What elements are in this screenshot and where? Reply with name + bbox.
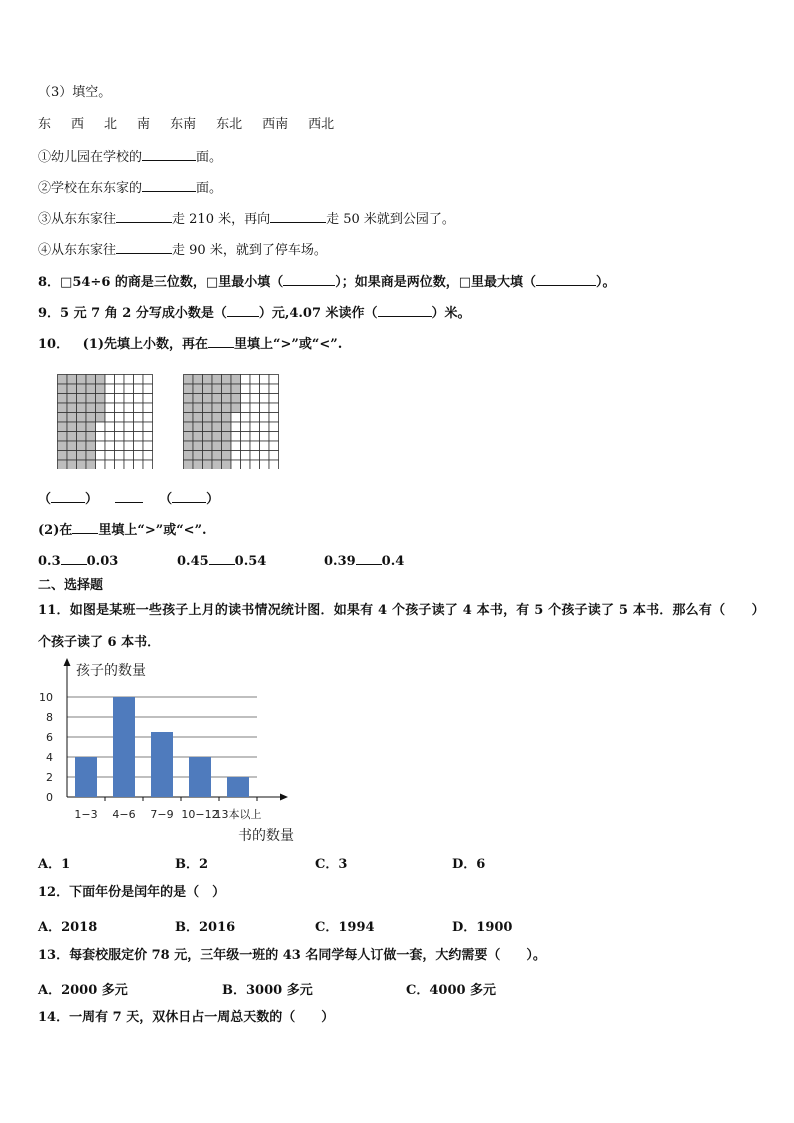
grid-cell (203, 460, 213, 469)
question-11-line1: 11．如图是某班一些孩子上月的读书情况统计图．如果有 4 个孩子读了 4 本书，有 5 个孩子读了 5 本书．那么有（ ） (38, 603, 765, 618)
grid-cell (77, 394, 87, 404)
bar (189, 757, 211, 797)
grid-cell (143, 413, 153, 423)
grid-cell (105, 394, 115, 404)
compare-blank[interactable] (356, 551, 382, 565)
grid-cell (269, 403, 279, 413)
x-tick-label: 4−6 (112, 808, 136, 821)
y-tick-label: 8 (46, 711, 53, 724)
x-tick-label: 7−9 (150, 808, 174, 821)
grid-cell (231, 394, 241, 404)
grid-cell (96, 413, 106, 423)
grid-cell (231, 403, 241, 413)
grid-cell (250, 375, 260, 385)
grid-cell (250, 413, 260, 423)
grid-cell (184, 422, 194, 432)
y-tick-label: 10 (39, 691, 53, 704)
grid-cell (231, 422, 241, 432)
grid-cell (67, 413, 77, 423)
grid-cell (96, 403, 106, 413)
q7-item-3: ③从东东家往 走 210 米，再向 走 50 米就到公园了。 (38, 209, 455, 229)
grid-cell (86, 451, 96, 461)
grid-cell (134, 451, 144, 461)
grid-cell (212, 432, 222, 442)
answer-blank[interactable] (208, 334, 234, 348)
question-10-part2: (2)在 里填上“>”或“<”. (38, 520, 207, 540)
grid-cell (96, 384, 106, 394)
comparison-2: 0.45 0.54 (177, 551, 266, 571)
grid-cell (86, 403, 96, 413)
grid-cell (96, 460, 106, 469)
grid-cell (184, 403, 194, 413)
grid-cell (96, 441, 106, 451)
grid-cell (231, 413, 241, 423)
y-tick-label: 0 (46, 791, 53, 804)
grid-cell (105, 375, 115, 385)
grid-cell (115, 451, 125, 461)
option-a[interactable]: A．2000 多元 (38, 983, 128, 998)
grid-cell (212, 441, 222, 451)
grid-cell (193, 384, 203, 394)
direction-word: 西南 (262, 117, 289, 132)
grid-cell (124, 384, 134, 394)
grid-cell (260, 413, 270, 423)
option-c[interactable]: C．1994 (315, 920, 375, 935)
grid-cell (193, 375, 203, 385)
question-8: 8．□54÷6 的商是三位数，□里最小填（ ）；如果商是两位数，□里最大填（ ）。 (38, 272, 616, 292)
direction-word-list (38, 116, 354, 134)
grid-cell (260, 422, 270, 432)
grid-cell (260, 375, 270, 385)
q7-item-4: ④从东东家往 走 90 米，就到了停车场。 (38, 240, 327, 260)
grid-cell (58, 403, 68, 413)
grid-cell (67, 432, 77, 442)
grid-cell (86, 394, 96, 404)
answer-blank[interactable] (116, 209, 172, 223)
grid-cell (250, 460, 260, 469)
grid-cell (77, 403, 87, 413)
grid-cell (241, 422, 251, 432)
grid-cell (203, 422, 213, 432)
grid-cell (115, 441, 125, 451)
answer-blank[interactable] (172, 489, 206, 503)
direction-word: 西 (71, 117, 85, 132)
grid-cell (269, 441, 279, 451)
grid-cell (193, 432, 203, 442)
answer-blank[interactable] (227, 303, 259, 317)
grid-cell (250, 422, 260, 432)
compare-blank[interactable] (115, 489, 143, 503)
option-d[interactable]: D．6 (452, 857, 486, 872)
grid-cell (134, 403, 144, 413)
q10-answer-row: （ ） （ ） (38, 489, 219, 509)
grid-cell (212, 403, 222, 413)
direction-word: 南 (137, 117, 151, 132)
grid-cell (222, 403, 232, 413)
grid-cell (58, 451, 68, 461)
grid-cell (260, 384, 270, 394)
grid-cell (241, 451, 251, 461)
grid-cell (115, 460, 125, 469)
x-axis-label: 书的数量 (238, 828, 294, 844)
grid-cell (58, 394, 68, 404)
grid-cell (134, 384, 144, 394)
grid-cell (67, 460, 77, 469)
grid-cell (212, 384, 222, 394)
grid-cell (58, 441, 68, 451)
grid-cell (250, 441, 260, 451)
answer-blank[interactable] (270, 209, 326, 223)
grid-cell (67, 384, 77, 394)
option-a[interactable]: A．1 (38, 857, 71, 872)
x-tick-label: 1−3 (74, 808, 98, 821)
grid-cell (203, 451, 213, 461)
grid-cell (96, 394, 106, 404)
option-c[interactable]: C．3 (315, 857, 348, 872)
grid-cell (269, 422, 279, 432)
hundred-grid-a (57, 374, 155, 469)
y-tick-label: 6 (46, 731, 53, 744)
grid-cell (212, 413, 222, 423)
grid-cell (184, 451, 194, 461)
grid-cell (134, 460, 144, 469)
grid-cell (184, 394, 194, 404)
option-b[interactable]: B．2016 (175, 920, 236, 935)
grid-cell (203, 413, 213, 423)
grid-cell (105, 460, 115, 469)
option-a[interactable]: A．2018 (38, 920, 98, 935)
grid-cell (105, 451, 115, 461)
grid-cell (203, 441, 213, 451)
answer-blank[interactable] (536, 272, 596, 286)
grid-cell (250, 432, 260, 442)
grid-cell (58, 413, 68, 423)
q7-item-2: ②学校在东东家的 面。 (38, 178, 222, 198)
grid-cell (231, 460, 241, 469)
grid-cell (143, 403, 153, 413)
grid-cell (134, 394, 144, 404)
grid-cell (250, 451, 260, 461)
question-11-line2: 个孩子读了 6 本书． (38, 635, 161, 650)
grid-cell (241, 375, 251, 385)
grid-cell (203, 394, 213, 404)
grid-cell (193, 422, 203, 432)
grid-cell (105, 384, 115, 394)
grid-cell (193, 413, 203, 423)
option-c[interactable]: C．4000 多元 (406, 983, 497, 998)
grid-cell (269, 432, 279, 442)
grid-cell (67, 394, 77, 404)
question-12: 12．下面年份是闰年的是（ ） (38, 885, 226, 900)
grid-cell (269, 460, 279, 469)
grid-cell (124, 460, 134, 469)
grid-cell (134, 413, 144, 423)
grid-cell (193, 441, 203, 451)
grid-cell (212, 451, 222, 461)
grid-cell (105, 422, 115, 432)
question-13: 13．每套校服定价 78 元，三年级一班的 43 名同学每人订做一套，大约需要（ ）。 (38, 948, 546, 963)
grid-cell (105, 441, 115, 451)
grid-cell (222, 422, 232, 432)
grid-cell (231, 451, 241, 461)
grid-cell (115, 403, 125, 413)
grid-cell (250, 394, 260, 404)
grid-cell (222, 451, 232, 461)
direction-word: 北 (104, 117, 118, 132)
hundred-grid-b (183, 374, 281, 469)
grid-cell (115, 394, 125, 404)
q7-item-1: ①幼儿园在学校的 面。 (38, 147, 222, 167)
bar (151, 732, 173, 797)
grid-cell (115, 384, 125, 394)
grid-cell (143, 384, 153, 394)
reading-bar-chart (30, 656, 310, 846)
grid-cell (124, 403, 134, 413)
direction-word: 东 (38, 117, 52, 132)
grid-cell (86, 384, 96, 394)
comparison-3: 0.39 0.4 (324, 551, 404, 571)
grid-cell (115, 422, 125, 432)
grid-cell (193, 394, 203, 404)
grid-cell (86, 413, 96, 423)
grid-cell (222, 460, 232, 469)
grid-cell (143, 451, 153, 461)
compare-blank[interactable] (61, 551, 87, 565)
bar (75, 757, 97, 797)
grid-cell (58, 375, 68, 385)
grid-cell (134, 441, 144, 451)
grid-cell (184, 460, 194, 469)
direction-word: 西北 (308, 117, 335, 132)
y-tick-label: 2 (46, 771, 53, 784)
question-9: 9．5 元 7 角 2 分写成小数是（ ）元,4.07 米读作（ ）米。 (38, 303, 471, 323)
grid-cell (124, 375, 134, 385)
grid-cell (143, 394, 153, 404)
option-b[interactable]: B．2 (175, 857, 209, 872)
x-axis-arrow (280, 794, 288, 801)
grid-cell (105, 403, 115, 413)
grid-cell (241, 413, 251, 423)
grid-cell (96, 432, 106, 442)
grid-cell (184, 432, 194, 442)
grid-cell (67, 375, 77, 385)
grid-cell (77, 413, 87, 423)
grid-cell (193, 460, 203, 469)
grid-cell (260, 460, 270, 469)
grid-cell (260, 394, 270, 404)
grid-cell (134, 422, 144, 432)
grid-cell (77, 422, 87, 432)
grid-cell (222, 413, 232, 423)
grid-cell (115, 375, 125, 385)
grid-cell (115, 413, 125, 423)
grid-cell (203, 403, 213, 413)
question-10-part1: 10． (1)先填上小数，再在 里填上“>”或“<”. (38, 334, 342, 354)
grid-cell (212, 375, 222, 385)
grid-cell (231, 384, 241, 394)
grid-cell (212, 422, 222, 432)
grid-cell (250, 384, 260, 394)
grid-cell (260, 451, 270, 461)
answer-blank[interactable] (116, 240, 172, 254)
grid-cell (193, 451, 203, 461)
grid-cell (134, 375, 144, 385)
y-axis-label: 孩子的数量 (76, 663, 146, 679)
y-tick-label: 4 (46, 751, 53, 764)
grid-cell (222, 394, 232, 404)
grid-cell (77, 384, 87, 394)
grid-cell (67, 441, 77, 451)
option-d[interactable]: D．1900 (452, 920, 513, 935)
grid-cell (58, 432, 68, 442)
grid-cell (96, 422, 106, 432)
grid-cell (124, 422, 134, 432)
grid-cell (86, 441, 96, 451)
grid-cell (241, 384, 251, 394)
grid-cell (77, 441, 87, 451)
section-heading: 二、选择题 (38, 578, 104, 593)
direction-word: 东南 (170, 117, 197, 132)
grid-cell (193, 403, 203, 413)
grid-cell (241, 432, 251, 442)
option-b[interactable]: B．3000 多元 (222, 983, 313, 998)
grid-cell (124, 441, 134, 451)
grid-cell (184, 413, 194, 423)
grid-cell (124, 413, 134, 423)
grid-cell (231, 375, 241, 385)
grid-cell (231, 432, 241, 442)
answer-blank[interactable] (142, 178, 196, 192)
grid-cell (231, 441, 241, 451)
grid-cell (184, 384, 194, 394)
grid-cell (134, 432, 144, 442)
grid-cell (77, 460, 87, 469)
grid-cell (86, 432, 96, 442)
grid-cell (86, 460, 96, 469)
grid-cell (203, 384, 213, 394)
grid-cell (77, 432, 87, 442)
grid-cell (260, 441, 270, 451)
compare-blank[interactable] (209, 551, 235, 565)
comparison-1: 0.3 0.03 (38, 551, 118, 571)
grid-cell (115, 432, 125, 442)
x-tick-label: 13本以上 (214, 808, 262, 821)
grid-cell (77, 375, 87, 385)
grid-cell (203, 375, 213, 385)
grid-cell (67, 422, 77, 432)
bar (227, 777, 249, 797)
x-tick-label: 10−12 (181, 808, 219, 821)
answer-blank[interactable] (51, 489, 85, 503)
direction-word: 东北 (216, 117, 243, 132)
grid-cell (212, 394, 222, 404)
grid-cell (143, 441, 153, 451)
grid-cell (105, 432, 115, 442)
grid-cell (67, 403, 77, 413)
grid-cell (184, 441, 194, 451)
grid-cell (96, 375, 106, 385)
grid-cell (86, 422, 96, 432)
grid-cell (260, 403, 270, 413)
grid-cell (86, 375, 96, 385)
grid-cell (250, 403, 260, 413)
answer-blank[interactable] (378, 303, 432, 317)
question-14: 14．一周有 7 天，双休日占一周总天数的（ ） (38, 1010, 335, 1025)
grid-cell (124, 451, 134, 461)
grid-cell (260, 432, 270, 442)
grid-cell (143, 375, 153, 385)
grid-cell (124, 432, 134, 442)
grid-cell (269, 384, 279, 394)
grid-cell (269, 413, 279, 423)
grid-cell (58, 384, 68, 394)
grid-cell (203, 432, 213, 442)
grid-cell (124, 394, 134, 404)
grid-cell (105, 413, 115, 423)
grid-cell (222, 441, 232, 451)
grid-cell (241, 441, 251, 451)
grid-cell (143, 460, 153, 469)
grid-cell (143, 422, 153, 432)
grid-cell (241, 460, 251, 469)
grid-cell (241, 394, 251, 404)
grid-cell (58, 422, 68, 432)
grid-cell (269, 451, 279, 461)
q7-subtitle: （3）填空。 (38, 85, 112, 100)
grid-cell (96, 451, 106, 461)
grid-cell (222, 384, 232, 394)
grid-cell (143, 432, 153, 442)
bar (113, 697, 135, 797)
answer-blank[interactable] (283, 272, 335, 286)
grid-cell (241, 403, 251, 413)
grid-cell (269, 375, 279, 385)
grid-cell (222, 432, 232, 442)
grid-cell (58, 460, 68, 469)
grid-cell (184, 375, 194, 385)
answer-blank[interactable] (72, 520, 98, 534)
grid-cell (269, 394, 279, 404)
answer-blank[interactable] (142, 147, 196, 161)
grid-cell (77, 451, 87, 461)
grid-cell (67, 451, 77, 461)
grid-cell (222, 375, 232, 385)
grid-cell (212, 460, 222, 469)
y-axis-arrow (64, 658, 71, 666)
